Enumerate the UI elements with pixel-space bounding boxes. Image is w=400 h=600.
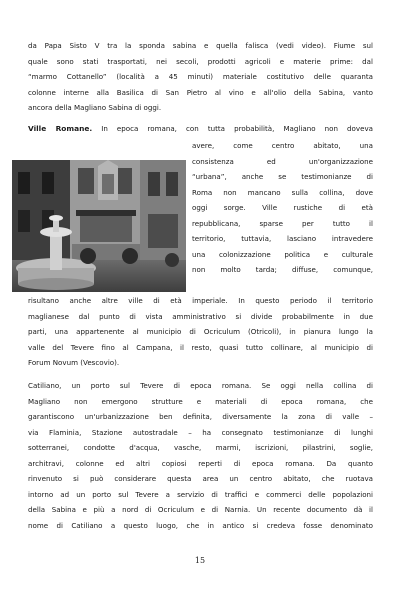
paragraph-1 — [28, 38, 373, 116]
text-line: repubblicana, sparse per tutto il — [192, 218, 373, 228]
wrapped-text — [192, 138, 373, 278]
text-line: non molto tarda; diffuse, comunque, — [192, 265, 373, 274]
text-line: parti, una appartenente al municipio di Ocriculum (Otricoli), in pianura lungo la — [28, 327, 373, 336]
text-line: della Sabina e più a nord di Ocriculum e di Narnia. Un recente documento dà il — [28, 505, 373, 514]
text-line: avere, come centro abitato, una — [192, 141, 373, 150]
text-line: via Flaminia, Stazione autostradale – ha consegnato testimonianze di lunghi — [28, 427, 373, 437]
text-line: colonne interne alla Basilica di San Pietro al vino e all'olio della Sabina, vanto — [28, 87, 373, 97]
text-line: architravi, colonne ed altri copiosi reperti di epoca romana. Da quanto — [28, 458, 373, 468]
text-line: “marmo Cottanello” (località a 45 minuti) materiale costitutivo delle quaranta — [28, 72, 373, 81]
text-line: territorio, tuttavia, lasciano intravedere — [192, 234, 373, 243]
section-continuation — [28, 293, 373, 371]
paragraph-3 — [28, 378, 373, 533]
text-line: una colonizzazione politica e culturale — [192, 249, 373, 259]
text-line: consistenza ed un'organizzazione — [192, 156, 373, 166]
text-line: quale sono stati trasportati, nei secoli, prodotti agricoli e materie prime: dal — [28, 56, 373, 66]
text-line: Catiliano, un porto sul Tevere di epoca romana. Se oggi nella collina di — [28, 381, 373, 390]
text-line: maglianese dal punto di vista amministrativo si divide probabilmente in due — [28, 311, 373, 321]
text-line: garantiscono un'urbanizzazione ben definita, diversamente la zona di valle – — [28, 412, 373, 421]
text-line: da Papa Sisto V tra la sponda sabina e quella falisca (vedi video). Fiume sul — [28, 41, 373, 50]
text-line: ancora della Magliano Sabina di oggi. — [28, 103, 162, 112]
page-number: 15 — [194, 556, 206, 565]
text-line: “urbana”, anche se testimonianze di — [192, 172, 373, 181]
text-line: sotterranei, condotte d'acqua, vasche, marmi, iscrizioni, pilastrini, soglie, — [28, 443, 373, 452]
text-line: rinvenuto si può considerare questa area un centro abitato, che ruotava — [28, 474, 373, 483]
text-line: Magliano non emergono strutture e materiali di epoca romana, che — [28, 396, 373, 406]
text-line: intorno ad un porto sul Tevere a servizio di traffici e commerci delle popolazioni — [28, 489, 373, 499]
section-heading: Ville Romane. — [28, 124, 93, 133]
text-line: risultano anche altre ville di età imperiale. In questo periodo il territorio — [28, 296, 373, 305]
section-first-line — [28, 121, 373, 137]
text-line: oggi sorge. Ville rustiche di età — [192, 203, 373, 212]
text-line: nome di Catiliano a questo luogo, che in antico si credeva fosse denominato — [28, 520, 373, 530]
text-line: In epoca romana, con tutta probabilità, Magliano non doveva — [101, 124, 373, 133]
text-line: valle del Tevere fino al Campana, il resto, quasi tutto collinare, al municipio di — [28, 342, 373, 352]
town-square-fountain-photo — [12, 160, 186, 292]
text-line: Forum Novum (Vescovio). — [28, 358, 120, 367]
text-line: Roma non mancano sulla collina, dove — [192, 187, 373, 197]
